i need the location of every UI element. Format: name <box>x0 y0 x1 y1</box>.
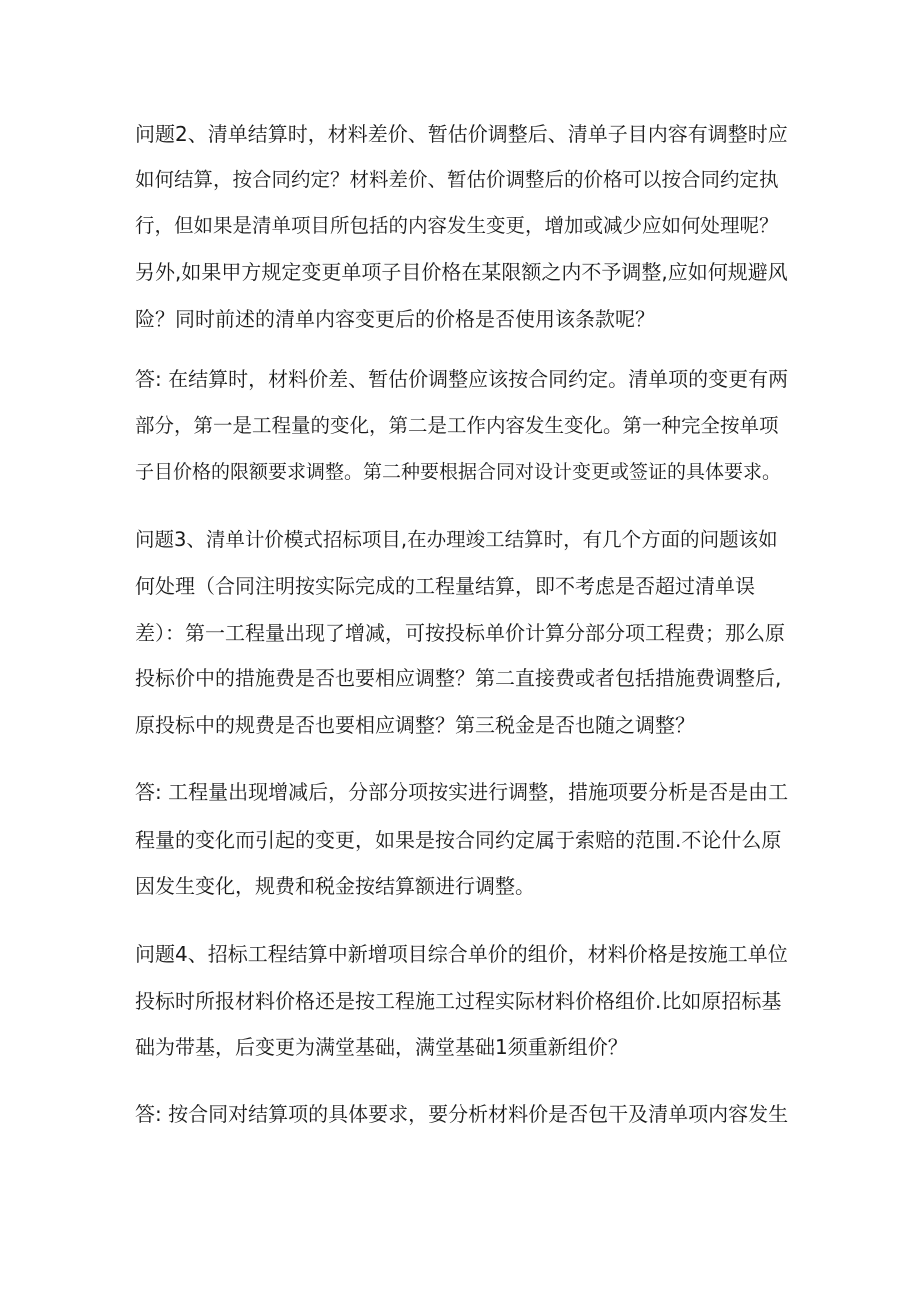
answer-4-line-1: 答: 按合同对结算项的具体要求，要分析材料价是否包干及清单项内容发生 <box>135 1102 789 1126</box>
question-4-line-1: 问题4、招标工程结算中新增项目综合单价的组价，材料价格是按施工单位 <box>135 942 788 966</box>
question-2-line-5: 险？同时前述的清单内容变更后的价格是否使用该条款呢？ <box>135 307 655 331</box>
answer-3-line-2: 程量的变化而引起的变更，如果是按合同约定属于索赔的范围.不论什么原 <box>135 828 782 852</box>
question-2-line-4: 另外,如果甲方规定变更单项子目价格在某限额之内不予调整,应如何规避风 <box>135 260 788 284</box>
answer-3-line-3: 因发生变化，规费和税金按结算额进行调整。 <box>135 874 535 898</box>
question-2-line-3: 行，但如果是清单项目所包括的内容发生变更，增加或减少应如何处理呢？ <box>135 214 779 237</box>
answer-2-line-1: 答: 在结算时，材料价差、暂估价调整应该按合同约定。清单项的变更有两 <box>135 367 789 391</box>
answer-2-line-3: 子目价格的限额要求调整。第二种要根据合同对设计变更或签证的具体要求。 <box>135 461 782 483</box>
question-4-line-3: 础为带基，后变更为满堂基础，满堂基础1须重新组价？ <box>135 1035 628 1059</box>
question-2-line-2: 如何结算，按合同约定？材料差价、暂估价调整后的价格可以按合同约定执 <box>135 168 779 191</box>
question-2-line-1: 问题2、清单结算时，材料差价、暂估价调整后、清单子目内容有调整时应 <box>135 122 788 146</box>
question-3-line-4: 投标价中的措施费是否也要相应调整？第二直接费或者包括措施费调整后, <box>135 666 782 690</box>
question-3-line-3: 差）：第一工程量出现了增减，可按投标单价计算分部分项工程费；那么原 <box>135 621 785 645</box>
answer-3-line-1: 答: 工程量出现增减后，分部分项按实进行调整，措施项要分析是否是由工 <box>135 780 789 804</box>
question-3-line-5: 原投标中的规费是否也要相应调整？第三税金是否也随之调整？ <box>135 713 695 737</box>
question-3-line-1: 问题3、清单计价模式招标项目,在办理竣工结算时，有几个方面的问题该如 <box>135 528 778 551</box>
question-3-line-2: 何处理（合同注明按实际完成的工程量结算，即不考虑是否超过清单误 <box>135 574 755 598</box>
answer-2-line-2: 部分，第一是工程量的变化，第二是工作内容发生变化。第一种完全按单项 <box>135 414 779 437</box>
question-4-line-2: 投标时所报材料价格还是按工程施工过程实际材料价格组价.比如原招标基 <box>135 989 782 1013</box>
